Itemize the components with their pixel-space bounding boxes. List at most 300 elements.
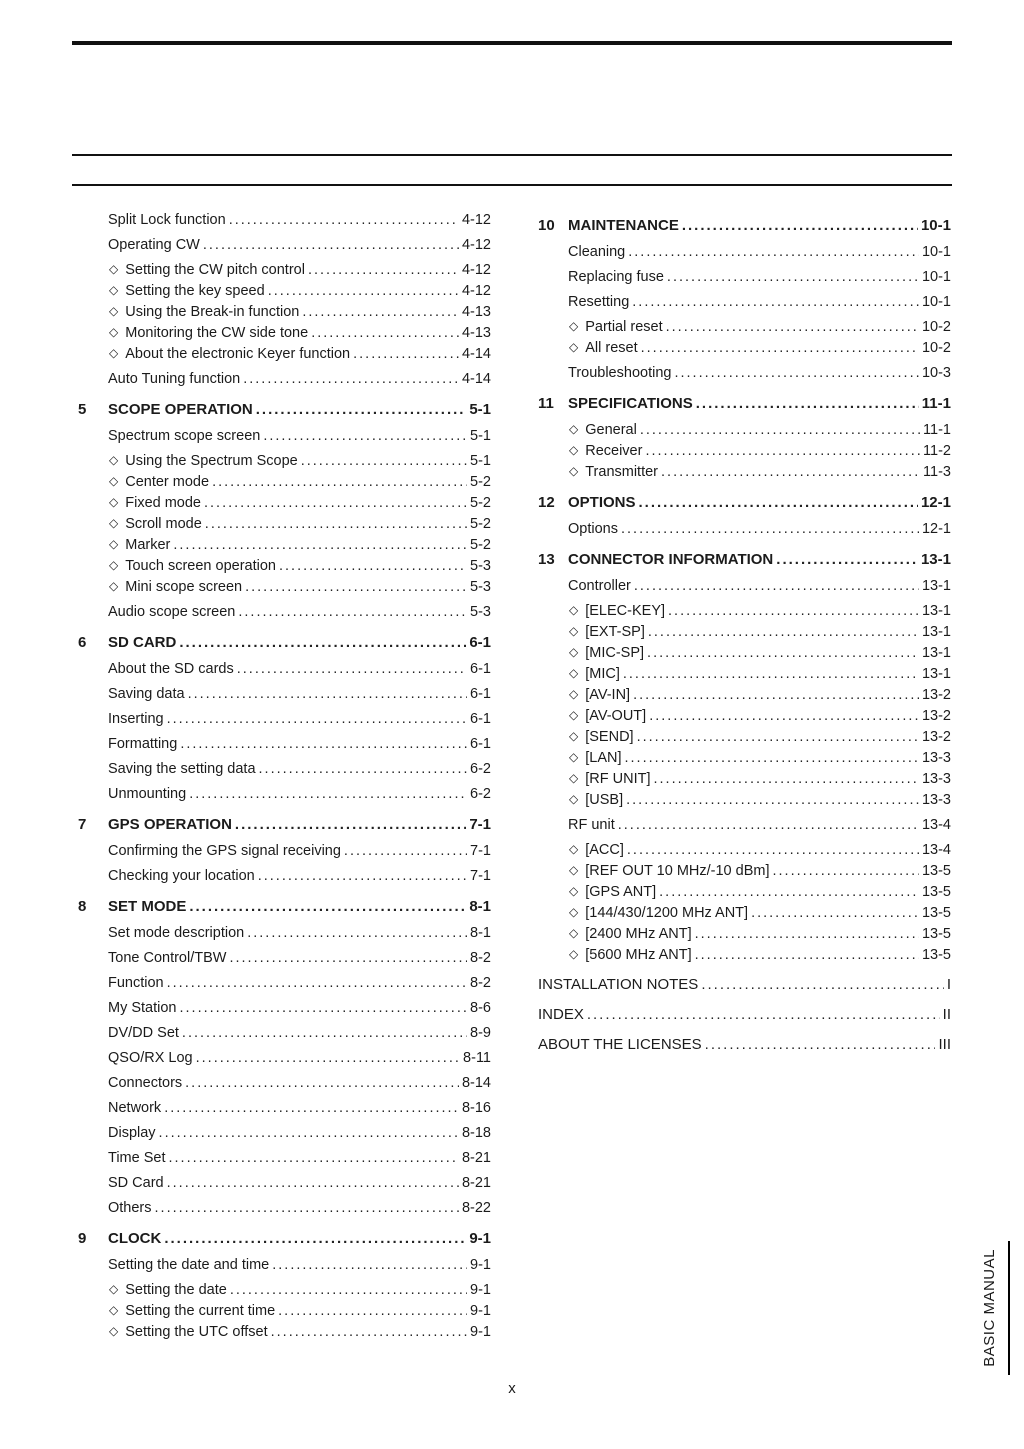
toc-entry	[538, 601, 951, 621]
toc-entry-page: 12-1	[921, 521, 951, 537]
toc-entry-label: Setting the UTC offset	[125, 1324, 268, 1340]
toc-entry-label: [5600 MHz ANT]	[585, 947, 692, 963]
dot-leader	[168, 1148, 458, 1168]
toc-entry	[78, 577, 491, 597]
chapter-number: 13	[538, 551, 555, 568]
toc-entry	[538, 292, 951, 312]
toc-entry	[538, 706, 951, 726]
dot-leader	[633, 685, 919, 705]
dot-leader	[696, 394, 919, 414]
toc-entry-page: 4-12	[461, 237, 491, 253]
dot-leader	[278, 1301, 467, 1321]
dot-leader	[258, 866, 467, 886]
toc-entry-page: 5-3	[470, 558, 491, 574]
toc-entry-page: 7-1	[469, 816, 491, 833]
toc-entry-page: 13-4	[921, 842, 951, 858]
toc-entry	[78, 948, 491, 968]
toc-entry	[538, 815, 951, 835]
toc-entry-label: Saving data	[108, 686, 185, 702]
toc-entry-page: II	[942, 1006, 951, 1023]
toc-left-column	[78, 205, 491, 1343]
dot-leader	[259, 759, 468, 779]
toc-entry	[78, 493, 491, 513]
toc-entry-label: [MIC]	[585, 666, 620, 682]
diamond-icon: ◇	[569, 750, 579, 764]
toc-entry-page: 9-1	[470, 1303, 491, 1319]
toc-entry	[78, 734, 491, 754]
top-thick-rule	[72, 41, 952, 45]
toc-entry	[538, 882, 951, 902]
toc-entry	[78, 400, 491, 420]
toc-entry-page: 13-3	[921, 750, 951, 766]
toc-entry-page: 8-14	[461, 1075, 491, 1091]
toc-entry-label: Others	[108, 1200, 152, 1216]
toc-entry-label: Time Set	[108, 1150, 166, 1166]
toc-entry-page: 8-2	[470, 975, 491, 991]
diamond-icon: ◇	[109, 579, 119, 593]
toc-entry-page: 13-2	[921, 708, 951, 724]
dot-leader	[639, 493, 918, 513]
dot-leader	[649, 706, 919, 726]
diamond-icon: ◇	[569, 792, 579, 806]
chapter-number: 6	[78, 634, 87, 651]
diamond-icon: ◇	[109, 1303, 119, 1317]
toc-entry-label: Setting the date	[125, 1282, 227, 1298]
diamond-icon: ◇	[109, 262, 119, 276]
toc-entry-label: SD CARD	[108, 634, 177, 651]
diamond-icon: ◇	[109, 474, 119, 488]
chapter-number: 5	[78, 401, 87, 418]
toc-entry-label: Unmounting	[108, 786, 187, 802]
toc-entry	[78, 426, 491, 446]
toc-entry-page: 4-14	[461, 371, 491, 387]
toc-entry-label: Formatting	[108, 736, 178, 752]
toc-entry-label: Setting the date and time	[108, 1257, 270, 1273]
spine-label-rule	[1008, 1241, 1010, 1375]
toc-entry	[538, 242, 951, 262]
toc-entry-page: 9-1	[470, 1324, 491, 1340]
dot-leader	[237, 659, 467, 679]
diamond-icon: ◇	[109, 516, 119, 530]
diamond-icon: ◇	[569, 624, 579, 638]
toc-entry-page: 8-6	[470, 1000, 491, 1016]
toc-entry	[538, 216, 951, 236]
toc-entry	[78, 281, 491, 301]
diamond-icon: ◇	[109, 304, 119, 318]
toc-entry	[538, 1005, 951, 1025]
toc-entry-label: Display	[108, 1125, 156, 1141]
toc-entry-label: [AV-IN]	[585, 687, 631, 703]
toc-entry	[78, 602, 491, 622]
toc-entry	[538, 267, 951, 287]
dot-leader	[674, 363, 919, 383]
diamond-icon: ◇	[569, 863, 579, 877]
toc-entry-page: 8-11	[463, 1050, 491, 1066]
dot-leader	[271, 1322, 467, 1342]
toc-entry-page: 6-1	[470, 736, 491, 752]
toc-entry	[78, 659, 491, 679]
toc-entry-label: Scroll mode	[125, 516, 202, 532]
toc-entry-label: DV/DD Set	[108, 1025, 179, 1041]
toc-entry-page: 9-1	[470, 1282, 491, 1298]
dot-leader	[155, 1198, 459, 1218]
toc-entry-label: Spectrum scope screen	[108, 428, 261, 444]
toc-entry-page: 4-13	[461, 304, 491, 320]
chapter-number: 7	[78, 816, 87, 833]
toc-entry	[538, 975, 951, 995]
toc-entry-label: [144/430/1200 MHz ANT]	[585, 905, 749, 921]
dot-leader	[229, 948, 467, 968]
dot-leader	[637, 727, 919, 747]
toc-entry	[538, 790, 951, 810]
dot-leader	[627, 840, 919, 860]
toc-entry	[78, 841, 491, 861]
toc-entry-label: INSTALLATION NOTES	[538, 976, 699, 993]
dot-leader	[180, 998, 468, 1018]
toc-entry-page: 13-5	[921, 905, 951, 921]
spine-label	[981, 1249, 998, 1367]
toc-entry-label: [REF OUT 10 MHz/-10 dBm]	[585, 863, 770, 879]
toc-entry-label: MAINTENANCE	[568, 217, 679, 234]
toc-entry	[78, 759, 491, 779]
header-rule-lower	[72, 184, 952, 186]
toc-entry-page: 5-2	[470, 474, 491, 490]
dot-leader	[272, 1255, 467, 1275]
dot-leader	[659, 882, 919, 902]
toc-entry-label: [GPS ANT]	[585, 884, 657, 900]
toc-entry	[538, 338, 951, 358]
toc-entry-page: 5-1	[470, 428, 491, 444]
dot-leader	[173, 535, 467, 555]
toc-entry	[78, 633, 491, 653]
toc-entry-page: 10-2	[921, 319, 951, 335]
toc-entry-label: [MIC-SP]	[585, 645, 645, 661]
diamond-icon: ◇	[109, 283, 119, 297]
toc-entry	[538, 685, 951, 705]
chapter-number: 12	[538, 494, 555, 511]
toc-entry	[78, 1322, 491, 1342]
toc-entry-label: About the electronic Keyer function	[125, 346, 351, 362]
dot-leader	[641, 338, 919, 358]
dot-leader	[625, 748, 919, 768]
dot-leader	[695, 945, 919, 965]
dot-leader	[203, 235, 459, 255]
toc-entry	[78, 451, 491, 471]
toc-entry-label: Touch screen operation	[125, 558, 276, 574]
toc-entry	[78, 1048, 491, 1068]
toc-entry-label: Monitoring the CW side tone	[125, 325, 309, 341]
toc-entry	[538, 945, 951, 965]
dot-leader	[705, 1035, 936, 1055]
dot-leader	[587, 1005, 940, 1025]
toc-entry	[78, 866, 491, 886]
toc-entry-label: INDEX	[538, 1006, 584, 1023]
dot-leader	[185, 1073, 459, 1093]
toc-entry-label: [SEND]	[585, 729, 634, 745]
toc-entry	[78, 709, 491, 729]
toc-entry-page: 9-1	[469, 1230, 491, 1247]
toc-entry-label: SD Card	[108, 1175, 164, 1191]
toc-entry-label: Setting the CW pitch control	[125, 262, 305, 278]
dot-leader	[235, 815, 466, 835]
toc-entry-page: 4-12	[461, 283, 491, 299]
toc-entry	[78, 514, 491, 534]
diamond-icon: ◇	[109, 325, 119, 339]
dot-leader	[666, 317, 919, 337]
toc-entry-page: 10-1	[921, 244, 951, 260]
dot-leader	[668, 601, 919, 621]
diamond-icon: ◇	[109, 346, 119, 360]
toc-entry-page: 13-1	[921, 578, 951, 594]
diamond-icon: ◇	[569, 443, 579, 457]
toc-entry-label: SPECIFICATIONS	[568, 395, 693, 412]
toc-entry-label: Auto Tuning function	[108, 371, 241, 387]
toc-entry-label: OPTIONS	[568, 494, 636, 511]
toc-entry	[78, 784, 491, 804]
toc-entry-label: Center mode	[125, 474, 210, 490]
dot-leader	[772, 861, 918, 881]
diamond-icon: ◇	[569, 464, 579, 478]
dot-leader	[661, 462, 920, 482]
toc-entry-page: 11-3	[923, 464, 951, 480]
dot-leader	[188, 684, 467, 704]
toc-entry	[78, 1173, 491, 1193]
toc-entry	[78, 897, 491, 917]
toc-entry-label: CLOCK	[108, 1230, 162, 1247]
chapter-number: 9	[78, 1230, 87, 1247]
dot-leader	[645, 441, 920, 461]
toc-entry-page: 11-1	[923, 422, 951, 438]
dot-leader	[256, 400, 467, 420]
toc-entry-page: 8-16	[461, 1100, 491, 1116]
toc-entry-label: Setting the current time	[125, 1303, 276, 1319]
dot-leader	[205, 514, 467, 534]
toc-entry-page: 7-1	[470, 843, 491, 859]
chapter-number: 8	[78, 898, 87, 915]
toc-entry	[78, 923, 491, 943]
toc-entry-page: 9-1	[470, 1257, 491, 1273]
dot-leader	[189, 784, 467, 804]
toc-entry-page: 13-1	[921, 603, 951, 619]
dot-leader	[695, 924, 919, 944]
toc-entry-page: 4-12	[461, 262, 491, 278]
toc-entry	[78, 684, 491, 704]
toc-entry-label: Troubleshooting	[568, 365, 672, 381]
toc-entry-page: 10-1	[920, 217, 951, 234]
toc-entry-label: Cleaning	[568, 244, 626, 260]
toc-entry-label: Split Lock function	[108, 212, 226, 228]
toc-entry	[78, 369, 491, 389]
toc-entry	[78, 210, 491, 230]
diamond-icon: ◇	[569, 884, 579, 898]
toc-entry	[78, 1148, 491, 1168]
toc-entry-label: Options	[568, 521, 618, 537]
dot-leader	[776, 550, 918, 570]
diamond-icon: ◇	[569, 947, 579, 961]
toc-entry-label: Fixed mode	[125, 495, 201, 511]
toc-entry-label: [LAN]	[585, 750, 622, 766]
toc-entry-page: 4-12	[461, 212, 491, 228]
dot-leader	[182, 1023, 467, 1043]
diamond-icon: ◇	[109, 1282, 119, 1296]
dot-leader	[648, 622, 919, 642]
toc-entry-label: ABOUT THE LICENSES	[538, 1036, 702, 1053]
toc-entry-label: Resetting	[568, 294, 630, 310]
toc-entry-page: 13-3	[921, 792, 951, 808]
dot-leader	[179, 633, 466, 653]
toc-entry	[538, 576, 951, 596]
dot-leader	[751, 903, 919, 923]
toc-entry-page: 13-2	[921, 687, 951, 703]
toc-entry-page: 13-4	[921, 817, 951, 833]
diamond-icon: ◇	[569, 422, 579, 436]
diamond-icon: ◇	[569, 926, 579, 940]
dot-leader	[229, 210, 459, 230]
toc-entry	[78, 1280, 491, 1300]
toc-entry-label: GPS OPERATION	[108, 816, 232, 833]
toc-entry-page: 8-22	[461, 1200, 491, 1216]
dot-leader	[167, 709, 467, 729]
dot-leader	[243, 369, 459, 389]
toc-right-column	[538, 205, 951, 1343]
dot-leader	[344, 841, 467, 861]
toc-entry-label: RF unit	[568, 817, 615, 833]
toc-entry	[538, 903, 951, 923]
spine-label-text: BASIC MANUAL	[981, 1249, 998, 1367]
toc-entry-label: [2400 MHz ANT]	[585, 926, 692, 942]
toc-entry-page: 10-1	[921, 269, 951, 285]
toc-entry-page: 13-1	[921, 645, 951, 661]
toc-entry-page: 8-1	[469, 898, 491, 915]
toc-entry-page: 12-1	[920, 494, 951, 511]
toc-entry-label: [USB]	[585, 792, 624, 808]
dot-leader	[623, 664, 919, 684]
toc-entry-label: Audio scope screen	[108, 604, 236, 620]
toc-entry-label: Mini scope screen	[125, 579, 243, 595]
dot-leader	[159, 1123, 459, 1143]
dot-leader	[302, 302, 459, 322]
toc-entry-label: Marker	[125, 537, 171, 553]
footer-page-number: x	[508, 1380, 516, 1397]
dot-leader	[632, 292, 919, 312]
dot-leader	[640, 420, 920, 440]
toc-entry	[78, 260, 491, 280]
dot-leader	[212, 472, 467, 492]
dot-leader	[626, 790, 919, 810]
toc-entry-page: 8-1	[470, 925, 491, 941]
toc-entry-label: About the SD cards	[108, 661, 234, 677]
toc-entry	[78, 998, 491, 1018]
toc-entry	[78, 1123, 491, 1143]
diamond-icon: ◇	[569, 771, 579, 785]
toc-entry-page: 13-5	[921, 926, 951, 942]
toc-entry-page: III	[938, 1036, 951, 1053]
dot-leader	[301, 451, 467, 471]
dot-leader	[164, 1098, 459, 1118]
toc-entry-label: Saving the setting data	[108, 761, 256, 777]
toc-entry-label: Partial reset	[585, 319, 663, 335]
toc-entry-label: Confirming the GPS signal receiving	[108, 843, 341, 859]
toc-entry	[78, 1255, 491, 1275]
toc-entry-page: 5-1	[470, 453, 491, 469]
toc-entry-page: 4-14	[461, 346, 491, 362]
toc-entry-page: 13-1	[921, 624, 951, 640]
dot-leader	[618, 815, 919, 835]
toc-entry	[538, 664, 951, 684]
toc-entry-page: 6-1	[469, 634, 491, 651]
toc-entry-page: 6-2	[470, 761, 491, 777]
toc-entry	[538, 550, 951, 570]
toc-entry	[78, 1098, 491, 1118]
toc-entry	[78, 1229, 491, 1249]
header-rule-upper	[72, 154, 952, 156]
dot-leader	[164, 1229, 466, 1249]
toc-entry-page: 6-2	[470, 786, 491, 802]
toc-entry	[78, 302, 491, 322]
dot-leader	[189, 897, 466, 917]
toc-entry-label: Transmitter	[585, 464, 659, 480]
diamond-icon: ◇	[569, 905, 579, 919]
toc-entry-page: 8-21	[461, 1175, 491, 1191]
dot-leader	[628, 242, 919, 262]
toc-entry-label: QSO/RX Log	[108, 1050, 193, 1066]
toc-entry-page: 5-3	[470, 604, 491, 620]
toc-entry-page: 8-21	[461, 1150, 491, 1166]
dot-leader	[308, 260, 459, 280]
dot-leader	[247, 923, 467, 943]
toc-entry-page: 6-1	[470, 686, 491, 702]
toc-entry-page: 13-1	[920, 551, 951, 568]
toc-entry-page: 6-1	[470, 661, 491, 677]
dot-leader	[353, 344, 459, 364]
diamond-icon: ◇	[569, 645, 579, 659]
toc-entry-page: 11-2	[923, 443, 951, 459]
table-of-contents	[78, 205, 951, 1343]
toc-entry	[78, 235, 491, 255]
toc-entry-page: 6-1	[470, 711, 491, 727]
toc-entry	[538, 363, 951, 383]
diamond-icon: ◇	[569, 603, 579, 617]
diamond-icon: ◇	[569, 708, 579, 722]
toc-entry-label: Using the Break-in function	[125, 304, 300, 320]
toc-entry	[538, 493, 951, 513]
toc-entry-page: 13-2	[921, 729, 951, 745]
diamond-icon: ◇	[109, 537, 119, 551]
toc-entry-page: 8-9	[470, 1025, 491, 1041]
toc-entry	[538, 748, 951, 768]
dot-leader	[180, 734, 467, 754]
diamond-icon: ◇	[109, 453, 119, 467]
toc-entry-label: Operating CW	[108, 237, 200, 253]
toc-entry-label: [RF UNIT]	[585, 771, 651, 787]
toc-entry	[538, 441, 951, 461]
toc-entry	[78, 1198, 491, 1218]
dot-leader	[167, 1173, 459, 1193]
diamond-icon: ◇	[109, 495, 119, 509]
toc-entry-label: [AV-OUT]	[585, 708, 647, 724]
toc-entry-label: Controller	[568, 578, 631, 594]
toc-entry-page: I	[946, 976, 951, 993]
toc-entry-label: Tone Control/TBW	[108, 950, 227, 966]
toc-entry	[78, 973, 491, 993]
diamond-icon: ◇	[569, 842, 579, 856]
toc-entry-label: Set mode description	[108, 925, 245, 941]
toc-entry-label: Network	[108, 1100, 162, 1116]
toc-entry	[538, 394, 951, 414]
toc-entry	[538, 643, 951, 663]
toc-entry-label: Setting the key speed	[125, 283, 265, 299]
toc-entry-label: [ELEC-KEY]	[585, 603, 666, 619]
